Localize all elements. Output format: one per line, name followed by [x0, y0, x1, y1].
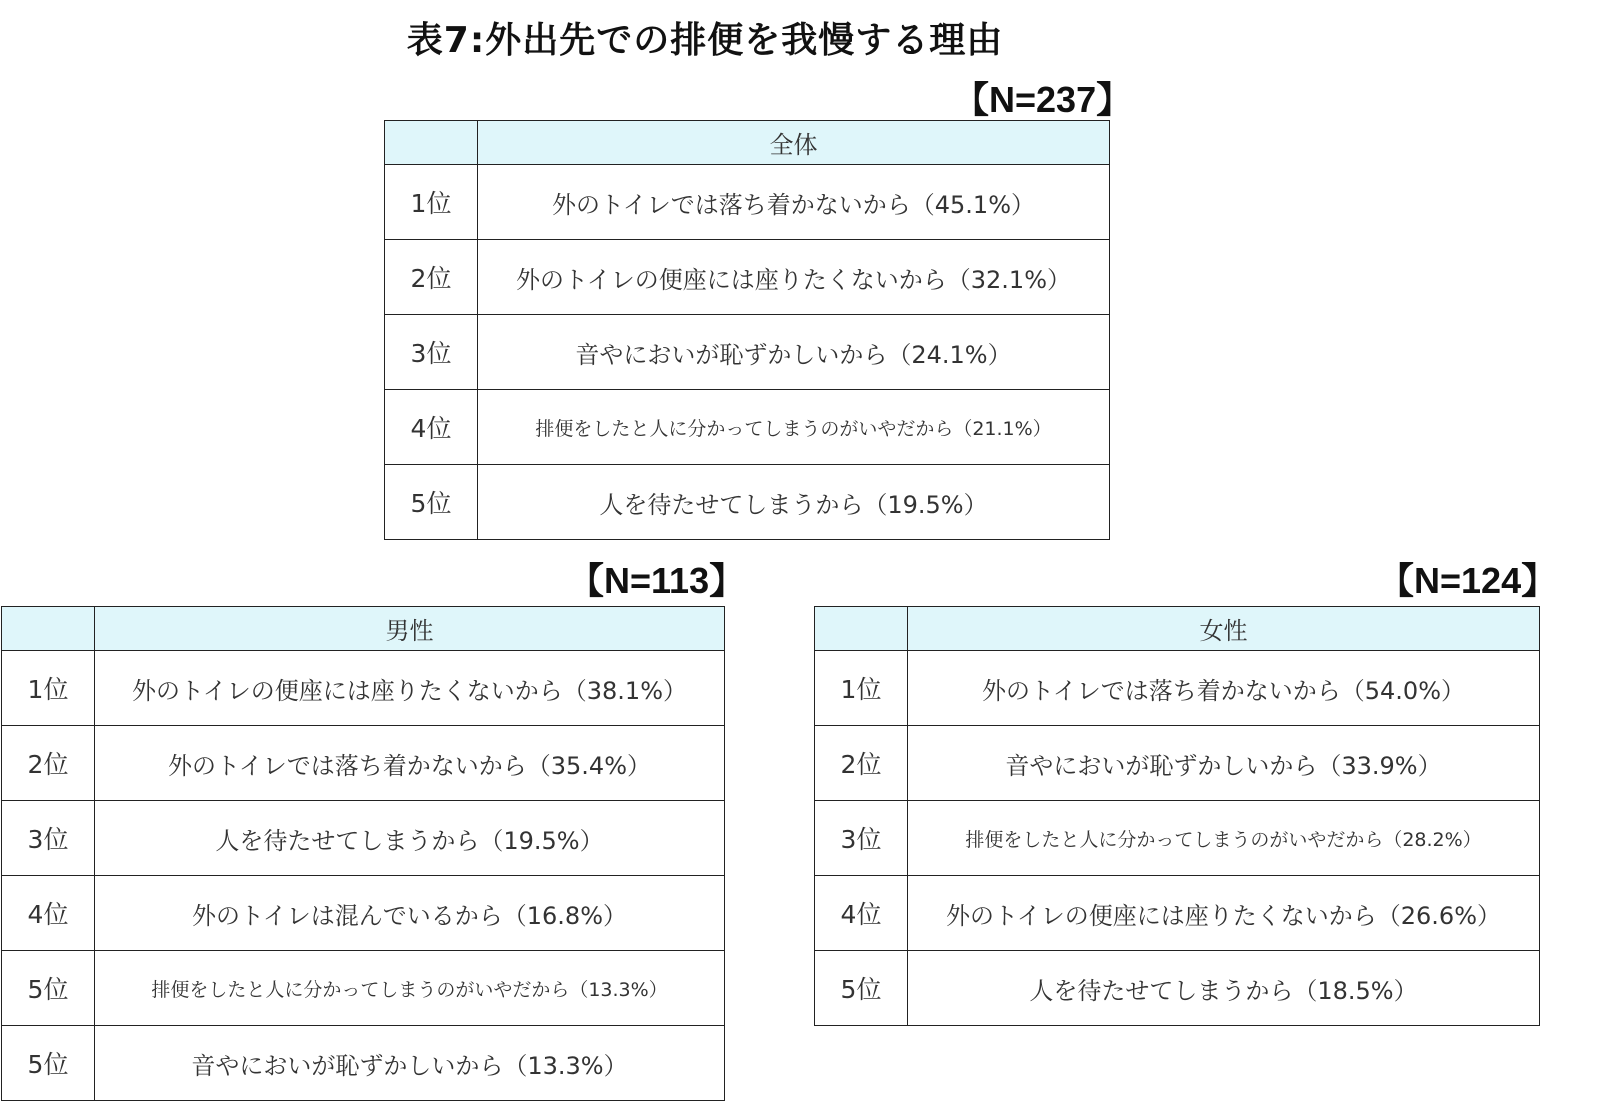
reason-cell: 外のトイレでは落ち着かないから（54.0%） [908, 651, 1540, 726]
rank-cell: 2位 [2, 726, 95, 801]
rank-cell: 5位 [2, 1026, 95, 1101]
reason-cell: 外のトイレの便座には座りたくないから（26.6%） [908, 876, 1540, 951]
table-row [385, 390, 1110, 465]
reason-cell: 排便をしたと人に分かってしまうのがいやだから（13.3%） [95, 951, 725, 1026]
rank-cell: 2位 [815, 726, 908, 801]
rank-cell: 5位 [385, 465, 478, 540]
sample-size-overall: 【N=237】 [953, 79, 1133, 120]
rank-cell: 1位 [385, 165, 478, 240]
column-header: 女性 [908, 607, 1540, 651]
reason-cell: 人を待たせてしまうから（18.5%） [908, 951, 1540, 1026]
sample-size-female: 【N=124】 [1378, 560, 1558, 601]
table-row [2, 801, 725, 876]
reason-cell: 音やにおいが恥ずかしいから（33.9%） [908, 726, 1540, 801]
table-row [385, 240, 1110, 315]
table-row [2, 726, 725, 801]
reason-cell: 外のトイレでは落ち着かないから（45.1%） [478, 165, 1110, 240]
rank-cell: 3位 [2, 801, 95, 876]
rank-cell: 1位 [2, 651, 95, 726]
table-row [815, 726, 1540, 801]
reason-cell: 音やにおいが恥ずかしいから（24.1%） [478, 315, 1110, 390]
table-header-row [2, 607, 725, 651]
rank-cell: 1位 [815, 651, 908, 726]
rank-cell: 3位 [385, 315, 478, 390]
reason-cell: 外のトイレの便座には座りたくないから（38.1%） [95, 651, 725, 726]
sample-size-male: 【N=113】 [568, 560, 746, 601]
reason-cell: 排便をしたと人に分かってしまうのがいやだから（28.2%） [908, 801, 1540, 876]
rank-cell: 3位 [815, 801, 908, 876]
table-row [385, 165, 1110, 240]
table-row [815, 876, 1540, 951]
rank-cell: 4位 [815, 876, 908, 951]
rank-cell: 4位 [2, 876, 95, 951]
table-row [815, 651, 1540, 726]
reason-cell: 外のトイレでは落ち着かないから（35.4%） [95, 726, 725, 801]
header-blank-cell [385, 121, 478, 165]
header-blank-cell [2, 607, 95, 651]
reason-cell: 外のトイレの便座には座りたくないから（32.1%） [478, 240, 1110, 315]
rank-cell: 2位 [385, 240, 478, 315]
overall-ranking-table [384, 120, 1110, 540]
table-row [2, 876, 725, 951]
column-header: 男性 [95, 607, 725, 651]
female-ranking-table [814, 606, 1540, 1026]
table-row [2, 651, 725, 726]
column-header: 全体 [478, 121, 1110, 165]
table-row [815, 801, 1540, 876]
reason-cell: 排便をしたと人に分かってしまうのがいやだから（21.1%） [478, 390, 1110, 465]
table-row [385, 315, 1110, 390]
table-row [385, 465, 1110, 540]
table-row [2, 951, 725, 1026]
table-header-row [815, 607, 1540, 651]
rank-cell: 4位 [385, 390, 478, 465]
rank-cell: 5位 [815, 951, 908, 1026]
rank-cell: 5位 [2, 951, 95, 1026]
reason-cell: 外のトイレは混んでいるから（16.8%） [95, 876, 725, 951]
reason-cell: 音やにおいが恥ずかしいから（13.3%） [95, 1026, 725, 1101]
reason-cell: 人を待たせてしまうから（19.5%） [95, 801, 725, 876]
page-title: 表7:外出先での排便を我慢する理由 [406, 20, 1004, 61]
male-ranking-table [1, 606, 725, 1101]
table-row [2, 1026, 725, 1101]
table-header-row [385, 121, 1110, 165]
header-blank-cell [815, 607, 908, 651]
table-row [815, 951, 1540, 1026]
reason-cell: 人を待たせてしまうから（19.5%） [478, 465, 1110, 540]
